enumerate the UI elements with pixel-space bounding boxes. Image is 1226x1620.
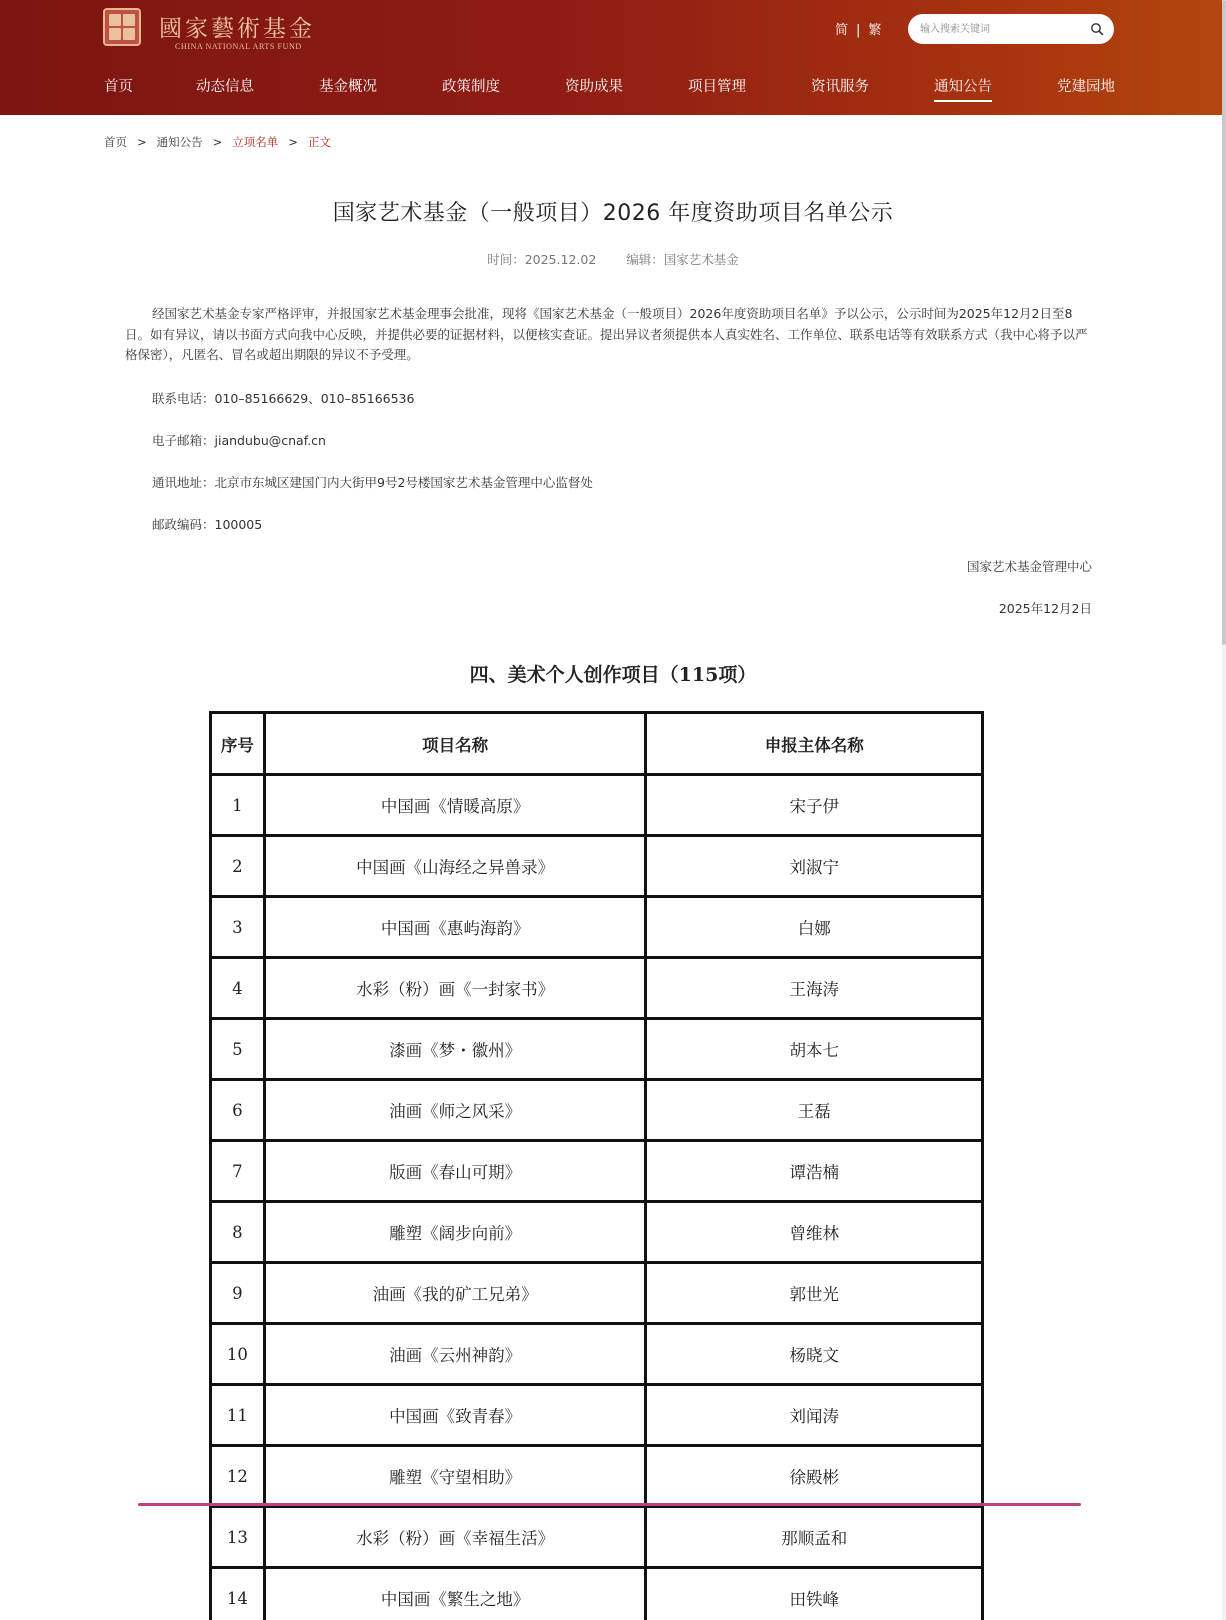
cell-serial-number: 11 <box>211 1385 265 1446</box>
breadcrumb-separator: > <box>137 135 147 149</box>
breadcrumb <box>104 134 331 150</box>
table-row <box>211 1446 983 1507</box>
article-editor: 编辑：国家艺术基金 <box>626 252 739 267</box>
nav-information[interactable]: 资讯服务 <box>811 79 869 95</box>
table-row <box>211 1263 983 1324</box>
cell-serial-number: 9 <box>211 1263 265 1324</box>
section-title: 四、美术个人创作项目（115项） <box>469 664 757 686</box>
cell-project-name: 油画《师之风采》 <box>264 1080 646 1141</box>
nav-project-management[interactable]: 项目管理 <box>688 79 746 95</box>
table-row <box>211 1568 983 1620</box>
header-project-name: 项目名称 <box>264 713 646 775</box>
cell-applicant-name: 那顺孟和 <box>646 1507 983 1568</box>
cell-project-name: 漆画《梦・徽州》 <box>264 1019 646 1080</box>
contact-address: 通讯地址：北京市东城区建国门内大街甲9号2号楼国家艺术基金管理中心监督处 <box>152 475 593 490</box>
nav-home[interactable]: 首页 <box>104 79 133 95</box>
lang-simplified-link[interactable]: 简 <box>835 23 849 38</box>
cell-applicant-name: 刘淑宁 <box>646 836 983 897</box>
logo-chinese-name: 國家藝術基金 <box>159 16 315 42</box>
signature-date: 2025年12月2日 <box>998 601 1092 616</box>
cell-serial-number: 1 <box>211 775 265 836</box>
header-applicant-name: 申报主体名称 <box>646 713 983 775</box>
cell-applicant-name: 宋子伊 <box>646 775 983 836</box>
cell-project-name: 油画《云州神韵》 <box>264 1324 646 1385</box>
cell-applicant-name: 王磊 <box>646 1080 983 1141</box>
table-row <box>211 1141 983 1202</box>
nav-notices[interactable]: 通知公告 <box>934 75 992 96</box>
lang-traditional-link[interactable]: 繁 <box>868 23 882 38</box>
cell-serial-number: 12 <box>211 1446 265 1507</box>
table-row <box>211 1385 983 1446</box>
cell-project-name: 水彩（粉）画《幸福生活》 <box>264 1507 646 1568</box>
cell-serial-number: 7 <box>211 1141 265 1202</box>
cell-serial-number: 4 <box>211 958 265 1019</box>
cell-applicant-name: 刘闻涛 <box>646 1385 983 1446</box>
contact-postcode: 邮政编码：100005 <box>152 517 263 532</box>
breadcrumb-section[interactable]: 通知公告 <box>156 135 203 149</box>
article-meta <box>0 250 1226 268</box>
annotation-line <box>138 1503 1081 1506</box>
search-icon[interactable] <box>1090 22 1104 36</box>
table-row <box>211 958 983 1019</box>
nav-policy[interactable]: 政策制度 <box>442 79 500 95</box>
contact-email: 电子邮箱：jiandubu@cnaf.cn <box>152 433 326 448</box>
cell-project-name: 中国画《致青春》 <box>264 1385 646 1446</box>
table-row <box>211 1324 983 1385</box>
cell-serial-number: 6 <box>211 1080 265 1141</box>
cell-project-name: 版画《春山可期》 <box>264 1141 646 1202</box>
cell-project-name: 雕塑《守望相助》 <box>264 1446 646 1507</box>
cell-serial-number: 10 <box>211 1324 265 1385</box>
cell-applicant-name: 郭世光 <box>646 1263 983 1324</box>
cell-applicant-name: 杨晓文 <box>646 1324 983 1385</box>
table-row <box>211 1507 983 1568</box>
main-nav <box>0 75 1226 99</box>
cell-serial-number: 14 <box>211 1568 265 1620</box>
nav-results[interactable]: 资助成果 <box>565 79 623 95</box>
contact-phone: 联系电话：010–85166629、010–85166536 <box>152 391 415 406</box>
cell-serial-number: 3 <box>211 897 265 958</box>
lang-separator: | <box>856 23 861 38</box>
cell-applicant-name: 谭浩楠 <box>646 1141 983 1202</box>
cell-serial-number: 5 <box>211 1019 265 1080</box>
cell-applicant-name: 田铁峰 <box>646 1568 983 1620</box>
table-header-row <box>211 713 983 775</box>
nav-about[interactable]: 基金概况 <box>319 79 377 95</box>
site-header <box>0 0 1226 115</box>
breadcrumb-current: 正文 <box>307 135 331 149</box>
cell-applicant-name: 白娜 <box>646 897 983 958</box>
cell-project-name: 中国画《惠屿海韵》 <box>264 897 646 958</box>
cell-serial-number: 13 <box>211 1507 265 1568</box>
breadcrumb-home[interactable]: 首页 <box>104 135 127 149</box>
cell-project-name: 雕塑《阔步向前》 <box>264 1202 646 1263</box>
search-box <box>908 14 1114 44</box>
nav-party-building[interactable]: 党建园地 <box>1057 79 1115 95</box>
table-row <box>211 1080 983 1141</box>
article-title: 国家艺术基金（一般项目）2026 年度资助项目名单公示 <box>332 201 894 226</box>
cell-project-name: 中国画《山海经之异兽录》 <box>264 836 646 897</box>
article-paragraph: 经国家艺术基金专家严格评审，并报国家艺术基金理事会批准，现将《国家艺术基金（一般项目）2026年度资助项目名单》予以公示，公示时间为2025年12月2日至8日。如有异议，请以书面方式向我中心反映，并提供必要的证据材料，以便核实查证。提出异议者须提供本人真实姓名、工作单位、联系电话等有效联系方式（我中心将予以严格保密），凡匿名、冒名或超出期限的异议不予受理。 <box>125 306 1088 362</box>
table-row <box>211 1202 983 1263</box>
signature: 国家艺术基金管理中心 <box>966 559 1092 574</box>
seal-logo-icon <box>103 8 141 46</box>
cell-serial-number: 2 <box>211 836 265 897</box>
nav-news[interactable]: 动态信息 <box>196 79 254 95</box>
table-row <box>211 897 983 958</box>
search-input[interactable] <box>920 20 1080 38</box>
logo-english-name: CHINA NATIONAL ARTS FUND <box>175 42 302 51</box>
project-table <box>209 711 984 1620</box>
article-time: 时间：2025.12.02 <box>487 252 597 267</box>
scrollbar-track[interactable] <box>1222 0 1226 1620</box>
cell-project-name: 水彩（粉）画《一封家书》 <box>264 958 646 1019</box>
table-body <box>211 775 983 1620</box>
header-serial-number: 序号 <box>211 713 265 775</box>
cell-applicant-name: 王海涛 <box>646 958 983 1019</box>
cell-project-name: 中国画《情暖高原》 <box>264 775 646 836</box>
table-row <box>211 775 983 836</box>
site-logo[interactable] <box>103 8 343 52</box>
breadcrumb-separator: > <box>288 135 298 149</box>
cell-applicant-name: 胡本七 <box>646 1019 983 1080</box>
scrollbar-thumb[interactable] <box>1222 0 1226 645</box>
breadcrumb-separator: > <box>212 135 223 149</box>
table-row <box>211 836 983 897</box>
cell-project-name: 中国画《繁生之地》 <box>264 1568 646 1620</box>
table-row <box>211 1019 983 1080</box>
cell-applicant-name: 徐殿彬 <box>646 1446 983 1507</box>
language-switcher <box>835 19 881 38</box>
cell-applicant-name: 曾维林 <box>646 1202 983 1263</box>
cell-serial-number: 8 <box>211 1202 265 1263</box>
cell-project-name: 油画《我的矿工兄弟》 <box>264 1263 646 1324</box>
breadcrumb-category[interactable]: 立项名单 <box>232 135 279 149</box>
